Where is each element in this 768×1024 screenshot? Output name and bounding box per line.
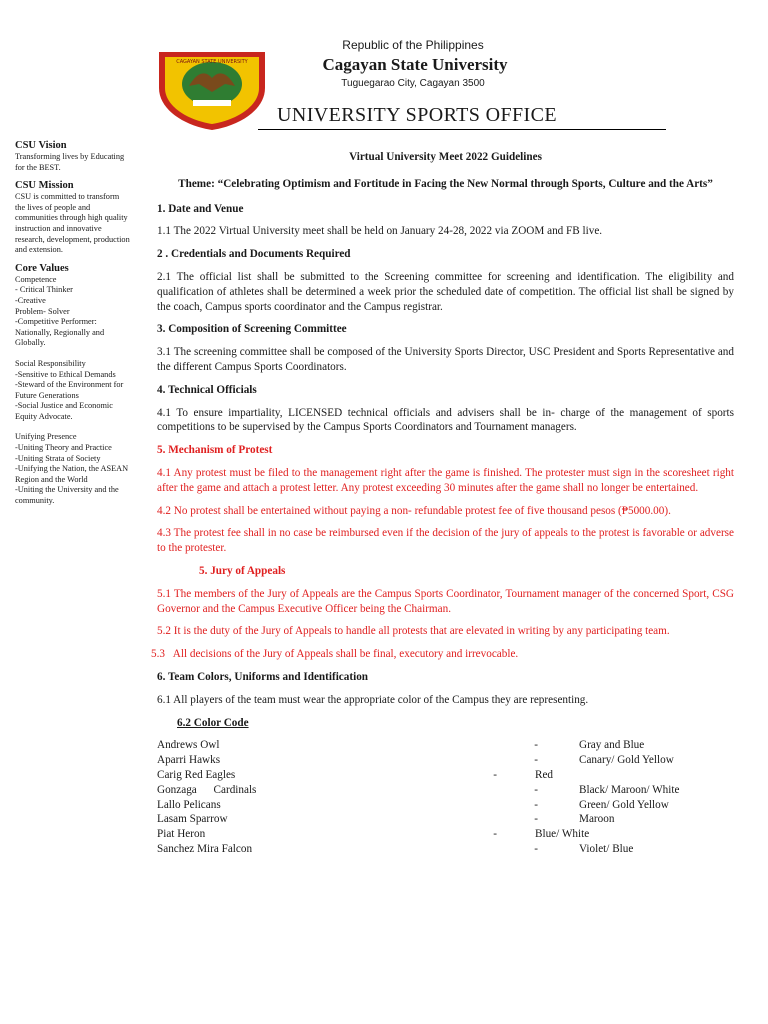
core-values-heading: Core Values: [15, 262, 69, 274]
value-line: -Creative: [15, 295, 46, 305]
team-name-cell: Lasam Sparrow: [157, 813, 228, 826]
separator-dash: -: [534, 798, 538, 811]
table-row: [157, 798, 717, 813]
unifying-presence-block: [15, 432, 131, 506]
team-name-cell: Aparri Hawks: [157, 754, 221, 767]
table-row: [157, 812, 717, 827]
value-line: Social Responsibility: [15, 358, 86, 368]
section-paragraph: 5.3 All decisions of the Jury of Appeals shall be final, executory and irrevocable.: [151, 648, 519, 661]
competence-block: [15, 275, 131, 349]
color-code-title: 6.2 Color Code: [177, 716, 249, 729]
vision-heading: CSU Vision: [15, 140, 67, 151]
color-code-table: [157, 738, 717, 856]
section-heading: 6. Team Colors, Uniforms and Identification: [157, 670, 369, 683]
separator-dash: -: [493, 828, 497, 841]
value-line: -Uniting the University and the community.: [15, 485, 119, 506]
table-row: [157, 738, 717, 753]
value-line: - Critical Thinker: [15, 285, 73, 295]
value-line: -Social Justice and Economic Equity Advocate.: [15, 401, 113, 421]
separator-dash: -: [534, 813, 538, 826]
table-row: [157, 753, 717, 768]
team-color-cell: [407, 842, 717, 857]
team-color-cell: [407, 768, 717, 783]
office-title: UNIVERSITY SPORTS OFFICE: [277, 104, 557, 126]
value-line: Unifying Presence: [15, 432, 77, 442]
section-paragraph: 4.1 To ensure impartiality, LICENSED technical officials and advisers shall be in- charge of the management of sports competitions to be supervised by the Campus Sports Coordinators and Tournament managers.: [157, 406, 734, 434]
team-name-cell: Sanchez Mira Falcon: [157, 842, 253, 855]
value-line: -Uniting Theory and Practice: [15, 443, 112, 453]
value-line: -Sensitive to Ethical Demands: [15, 369, 116, 379]
mission-heading: CSU Mission: [15, 180, 74, 192]
section-paragraph: 5.2 It is the duty of the Jury of Appeals to handle all protests that are elevated in writing by any participating team.: [157, 625, 670, 638]
section-heading: 1. Date and Venue: [157, 202, 244, 215]
social-responsibility-block: [15, 359, 131, 423]
section-heading: 2 . Credentials and Documents Required: [157, 248, 351, 261]
section-paragraph: 4.1 Any protest must be filed to the management right after the game is finished. The protester must sign in the scoresheet right after the game and attach a protest letter. Any protest exceeding 30 minutes after the game shall no longer be entertained.: [157, 466, 734, 494]
value-line: -Uniting Strata of Society: [15, 453, 101, 463]
team-colors: Violet/ Blue: [579, 842, 634, 855]
separator-dash: -: [534, 739, 538, 752]
section-heading: 5. Jury of Appeals: [199, 564, 286, 577]
team-name-cell: Andrews Owl: [157, 739, 220, 752]
section-paragraph: 5.1 The members of the Jury of Appeals are the Campus Sports Coordinator, Tournament manager of the concerned Sport, CSG Governor and the Campus Executive Officer being the Chairman.: [157, 587, 734, 615]
table-row: [157, 768, 717, 783]
team-name-cell: Gonzaga Cardinals: [157, 783, 257, 796]
value-line: Competence: [15, 274, 57, 284]
section-paragraph: 4.3 The protest fee shall in no case be reimbursed even if the decision of the jury of appeals to the protest is favorable or adverse to the protester.: [157, 527, 734, 555]
section-paragraph: 2.1 The official list shall be submitted to the Screening committee for screening and identification. The eligibility and qualification of athletes shall be determined a week prior the scheduled date of competition. The official list shall be signed by the coach, Campus sports coordinator and the Campus registrar.: [157, 270, 734, 313]
table-row: [157, 842, 717, 857]
section-heading: 5. Mechanism of Protest: [157, 444, 273, 457]
section-paragraph: 1.1 The 2022 Virtual University meet shall be held on January 24-28, 2022 via ZOOM and FB live.: [157, 225, 603, 238]
svg-text:CAGAYAN STATE UNIVERSITY: CAGAYAN STATE UNIVERSITY: [176, 59, 248, 65]
separator-dash: -: [534, 754, 538, 767]
team-colors: Red: [535, 768, 554, 781]
table-row: [157, 783, 717, 798]
team-colors: Black/ Maroon/ White: [579, 783, 680, 796]
sidebar: [15, 139, 131, 507]
document-theme: Theme: “Celebrating Optimism and Fortitude in Facing the New Normal through Sports, Culture and the Arts”: [178, 177, 713, 190]
vision-text: Transforming lives by Educating for the BEST.: [15, 152, 125, 172]
value-line: -Competitive Performer: Nationally, Regionally and Globally.: [15, 317, 105, 348]
section-heading: 3. Composition of Screening Committee: [157, 323, 347, 336]
header-divider: [258, 129, 666, 130]
document-title: Virtual University Meet 2022 Guidelines: [349, 151, 542, 163]
team-color-cell: [407, 812, 717, 827]
mission-text: CSU is committed to transform the lives of people and communities through high quality instruction and innovative research, development, production and extension.: [15, 192, 130, 255]
team-name-cell: Carig Red Eagles: [157, 768, 236, 781]
value-line: Problem- Solver: [15, 306, 70, 316]
section-paragraph: 4.2 No protest shall be entertained without paying a non- refundable protest fee of five thousand pesos (₱5000.00).: [157, 504, 671, 517]
section-paragraph: 6.1 All players of the team must wear the appropriate color of the Campus they are representing.: [157, 693, 589, 706]
separator-dash: -: [534, 842, 538, 855]
team-color-cell: [407, 738, 717, 753]
team-color-cell: [407, 798, 717, 813]
university-address: Tuguegarao City, Cagayan 3500: [341, 78, 485, 89]
team-color-cell: [407, 753, 717, 768]
team-colors: Gray and Blue: [579, 739, 645, 752]
team-color-cell: [407, 783, 717, 798]
value-line: -Steward of the Environment for Future Generations: [15, 380, 124, 400]
section-paragraph: 3.1 The screening committee shall be composed of the University Sports Director, USC President and Sports Representative and the different Campus Sports Coordinators.: [157, 346, 734, 373]
separator-dash: -: [534, 783, 538, 796]
team-colors: Maroon: [579, 813, 615, 826]
guidelines-body: [151, 150, 734, 857]
team-name-cell: Lallo Pelicans: [157, 798, 221, 811]
team-name-cell: Piat Heron: [157, 828, 206, 841]
table-row: [157, 827, 717, 842]
team-color-cell: [407, 827, 717, 842]
value-line: -Unifying the Nation, the ASEAN Region and the World: [15, 464, 129, 484]
team-colors: Blue/ White: [535, 828, 590, 841]
team-colors: Green/ Gold Yellow: [579, 798, 669, 811]
republic-line: Republic of the Philippines: [342, 38, 484, 52]
university-name: Cagayan State University: [322, 55, 508, 74]
team-colors: Canary/ Gold Yellow: [579, 754, 674, 767]
separator-dash: -: [493, 768, 497, 781]
section-heading: 4. Technical Officials: [157, 383, 257, 396]
